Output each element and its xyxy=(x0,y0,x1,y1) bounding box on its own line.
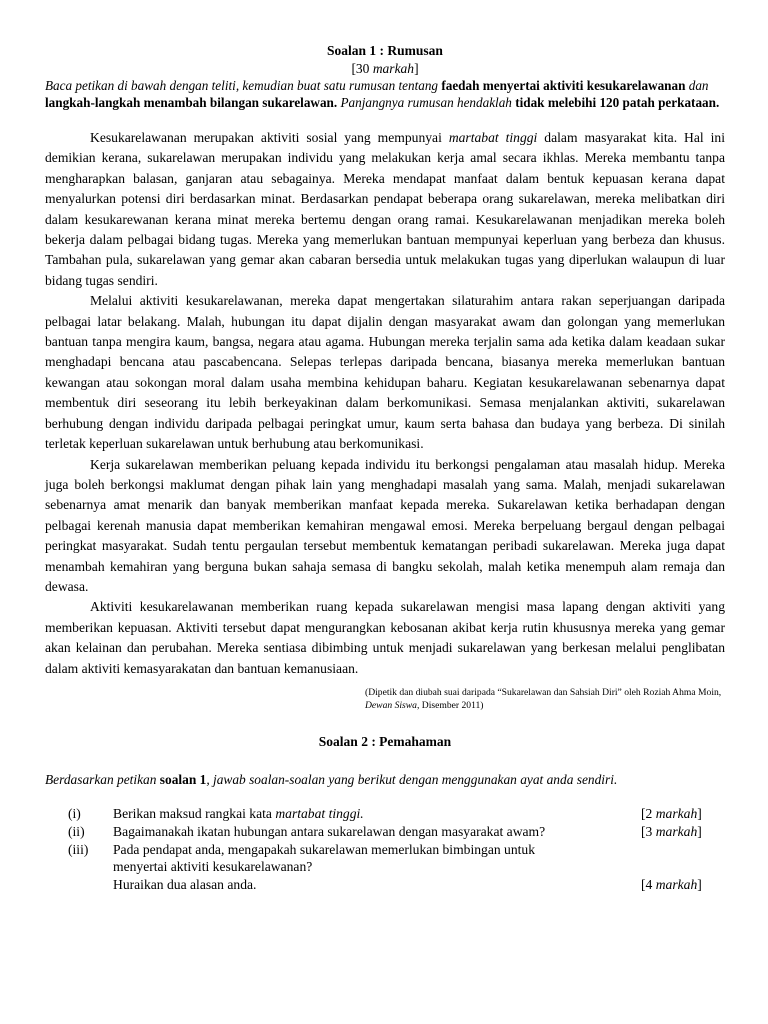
question-text: Huraikan dua alasan anda. xyxy=(113,877,257,893)
question-marks: [3 markah] xyxy=(641,823,702,839)
passage-paragraph-4: Aktiviti kesukarelawanan memberikan ruang kepada sukarelawan mengisi masa lapang dengan aktiviti yang memberikan kepuasan. Aktiviti tersebut dapat mengurangkan kebosanan akibat kerja rutin khususnya mereka yang gemar akan kelainan dan perubahan. Mereka sentiasa dibimbing untuk menjadi sukarelawan yang berkesan melalui penglibatan dalam aktiviti kemasyarakatan dan bantuan kemanusiaan. xyxy=(45,599,725,676)
question-text: Pada pendapat anda, mengapakah sukarelawan memerlukan bimbingan untuk xyxy=(113,841,536,857)
question-number: (i) xyxy=(68,805,81,821)
soalan1-marks: [30 markah] xyxy=(351,61,419,76)
passage xyxy=(45,128,725,679)
soalan2-instruction: Berdasarkan petikan soalan 1, jawab soalan-soalan yang berikut dengan menggunakan ayat anda sendiri. xyxy=(45,771,618,787)
question-text: menyertai aktiviti kesukarelawanan? xyxy=(113,859,313,875)
question-marks: [4 markah] xyxy=(641,877,702,893)
question-3-line-1 xyxy=(45,841,725,859)
passage-paragraph-1: Kesukarelawanan merupakan aktiviti sosial yang mempunyai martabat tinggi dalam masyarakat kita. Hal ini demikian kerana, sukarelawan merupakan individu yang melakukan kerja amal secara ikhlas. Mereka membantu tanpa mengharapkan balasan, ganjaran atau sebagainya. Mereka mendapat manfaat dalam bentuk kepuasan kerana dapat menyalurkan potensi diri berdasarkan minat. Berdasarkan pendapat beberapa orang sukarelawan, mereka melibatkan diri dalam kesukarewanan kerana minat mereka bertemu dengan orang ramai. Kesukarelawanan menjadikan mereka boleh bekerja dalam pelbagai bidang tugas. Mereka yang memerlukan bantuan mempunyai keperluan yang berbeza dan khusus. Tambahan pula, sukarelawan yang gemar akan cabaran bersedia untuk melakukan tugas yang diperlukan walaupun di luar bidang tugas sendiri. xyxy=(45,130,725,288)
question-3-line-3 xyxy=(45,876,725,894)
passage-paragraph-2: Melalui aktiviti kesukarelawanan, mereka dapat mengertakan silaturahim antara rakan seperjuangan daripada pelbagai latar belakang. Malah, hubungan itu dapat dijalin dengan masyarakat awam dan golongan yang memerlukan bantuan tanpa mengira kaum, bangsa, negara atau agama. Hubungan mereka terjalin sama ada ketika dalam keadaan sukar menghadapi bencana atau pascabencana. Selepas terlepas daripada bencana, biasanya mereka memerlukan bantuan kewangan atau sokongan moral dalam usaha membina kehidupan baharu. Kegiatan kesukarelawanan sebenarnya dapat membentuk diri seseorang itu lebih berkeyakinan dalam berkomunikasi. Semasa menjalankan aktiviti, sukarelawan berhubung dengan individu daripada pelbagai peringkat umur, kaum serta bahasa dan budaya yang berbeza. Di sinilah terletak keperluan sukarelawan untuk berhubung atau berkomunikasi. xyxy=(45,293,725,452)
question-number: (ii) xyxy=(68,823,85,839)
question-text: Berikan maksud rangkai kata martabat tinggi. xyxy=(113,805,364,821)
question-number: (iii) xyxy=(68,841,89,857)
soalan2-title: Soalan 2 : Pemahaman xyxy=(318,733,452,749)
document-content xyxy=(45,41,725,894)
question-1 xyxy=(45,805,725,823)
question-3-line-2 xyxy=(45,858,725,876)
question-marks: [2 markah] xyxy=(641,805,702,821)
passage-paragraph-3: Kerja sukarelawan memberikan peluang kepada individu itu berkongsi pengalaman atau masalah hidup. Mereka juga boleh berkongsi maklumat dengan pihak lain yang menghadapi masalah yang sama. Malah, menjadi sukarelawan sebenarnya amat menarik dan banyak memberikan manfaat kepada mereka. Sukarelawan ketika berhadapan dengan pelbagai kerenah manusia dapat memberikan kemahiran mengawal emosi. Mereka berpeluang bergaul dengan pelbagai peringkat masyarakat. Sudah tentu pergaulan tersebut membentuk kematangan peribadi sukarelawan. Mereka juga dapat menambah kemahiran yang berguna bukan sahaja semasa di bangku sekolah, malah ketika menempuh alam remaja dan dewasa. xyxy=(45,456,725,594)
question-text: Bagaimanakah ikatan hubungan antara sukarelawan dengan masyarakat awam? xyxy=(113,823,546,839)
soalan1-title: Soalan 1 : Rumusan xyxy=(327,43,443,58)
soalan1-instruction: Baca petikan di bawah dengan teliti, kemudian buat satu rumusan tentang faedah menyertai aktiviti kesukarelawanan dan langkah-langkah menambah bilangan sukarelawan. Panjangnya rumusan hendaklah tidak melebihi 120 patah perkataan. xyxy=(45,78,720,110)
question-2 xyxy=(45,823,725,841)
question-list xyxy=(45,805,725,894)
passage-source: (Dipetik dan diubah suai daripada “Sukarelawan dan Sahsiah Diri” oleh Roziah Ahma Moin, Dewan Siswa, Disember 2011) xyxy=(365,686,722,711)
